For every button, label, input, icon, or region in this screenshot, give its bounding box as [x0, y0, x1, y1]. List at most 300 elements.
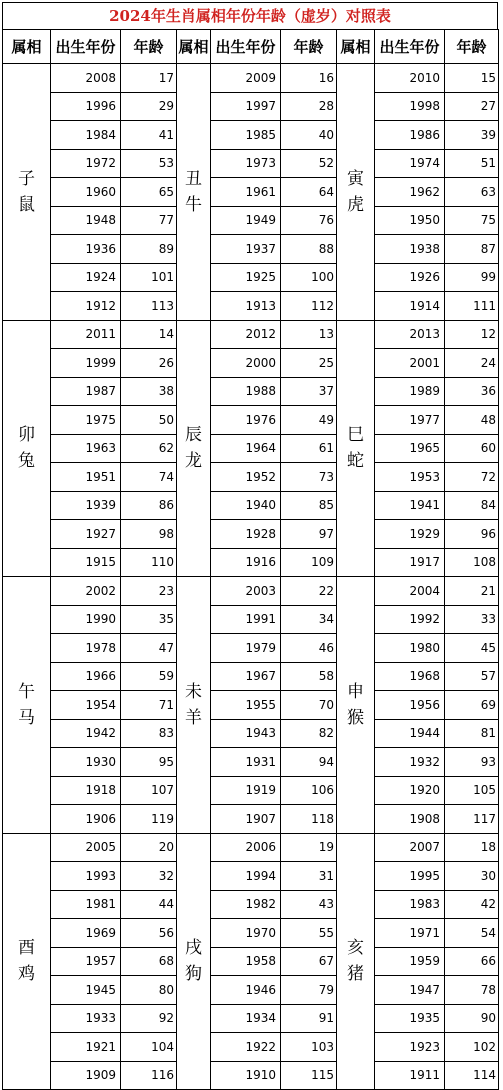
age-cell: 75	[445, 206, 499, 235]
table-row	[3, 1033, 499, 1062]
zodiac-character: 鼠	[18, 194, 35, 215]
age-cell: 19	[281, 833, 337, 862]
birth-year-cell: 1966	[51, 662, 121, 691]
age-cell: 67	[281, 947, 337, 976]
table-row	[3, 947, 499, 976]
birth-year-cell: 2010	[375, 64, 445, 93]
table-row	[3, 833, 499, 862]
table-row	[3, 64, 499, 93]
birth-year-cell: 1965	[375, 434, 445, 463]
birth-year-cell: 1908	[375, 805, 445, 834]
age-cell: 116	[121, 1061, 177, 1090]
age-cell: 113	[121, 292, 177, 321]
birth-year-cell: 1953	[375, 463, 445, 492]
age-cell: 72	[445, 463, 499, 492]
birth-year-cell: 1913	[211, 292, 281, 321]
birth-year-cell: 1961	[211, 178, 281, 207]
table-row	[3, 92, 499, 121]
age-cell: 87	[445, 235, 499, 264]
birth-year-cell: 1975	[51, 406, 121, 435]
birth-year-cell: 1925	[211, 263, 281, 292]
age-cell: 39	[445, 121, 499, 150]
birth-year-cell: 1973	[211, 149, 281, 178]
age-cell: 20	[121, 833, 177, 862]
age-cell: 73	[281, 463, 337, 492]
age-cell: 13	[281, 320, 337, 349]
age-cell: 55	[281, 919, 337, 948]
table-row	[3, 434, 499, 463]
table-row	[3, 178, 499, 207]
age-cell: 29	[121, 92, 177, 121]
birth-year-cell: 2009	[211, 64, 281, 93]
table-row	[3, 491, 499, 520]
zodiac-cell	[177, 320, 211, 577]
birth-year-cell: 1930	[51, 748, 121, 777]
age-cell: 23	[121, 577, 177, 606]
age-cell: 106	[281, 776, 337, 805]
age-cell: 112	[281, 292, 337, 321]
age-cell: 25	[281, 349, 337, 378]
table-row	[3, 263, 499, 292]
birth-year-cell: 1924	[51, 263, 121, 292]
zodiac-cell	[177, 64, 211, 321]
age-cell: 118	[281, 805, 337, 834]
birth-year-cell: 1999	[51, 349, 121, 378]
birth-year-cell: 1948	[51, 206, 121, 235]
table-row	[3, 776, 499, 805]
age-cell: 76	[281, 206, 337, 235]
age-cell: 33	[445, 605, 499, 634]
page-title: 2024年生肖属相年份年龄（虚岁）对照表	[2, 2, 498, 29]
birth-year-cell: 1932	[375, 748, 445, 777]
zodiac-cell	[177, 833, 211, 1090]
birth-year-cell: 1985	[211, 121, 281, 150]
table-row	[3, 1061, 499, 1090]
table-row	[3, 520, 499, 549]
age-cell: 26	[121, 349, 177, 378]
table-row	[3, 1004, 499, 1033]
birth-year-cell: 2002	[51, 577, 121, 606]
table-row	[3, 890, 499, 919]
birth-year-cell: 1949	[211, 206, 281, 235]
birth-year-cell: 1907	[211, 805, 281, 834]
birth-year-cell: 1935	[375, 1004, 445, 1033]
zodiac-character: 羊	[185, 707, 202, 728]
birth-year-cell: 1946	[211, 976, 281, 1005]
age-cell: 17	[121, 64, 177, 93]
birth-year-cell: 1941	[375, 491, 445, 520]
age-cell: 31	[281, 862, 337, 891]
age-cell: 89	[121, 235, 177, 264]
birth-year-cell: 1954	[51, 691, 121, 720]
age-cell: 42	[445, 890, 499, 919]
birth-year-cell: 1956	[375, 691, 445, 720]
birth-year-cell: 1914	[375, 292, 445, 321]
age-cell: 107	[121, 776, 177, 805]
age-cell: 63	[445, 178, 499, 207]
zodiac-character: 申	[347, 681, 364, 702]
age-cell: 83	[121, 719, 177, 748]
birth-year-cell: 1959	[375, 947, 445, 976]
zodiac-character: 牛	[185, 194, 202, 215]
header-birth-year: 出生年份	[51, 30, 121, 64]
header-zodiac: 属相	[177, 30, 211, 64]
zodiac-age-table	[2, 29, 499, 1090]
age-cell: 66	[445, 947, 499, 976]
age-cell: 96	[445, 520, 499, 549]
table-row	[3, 919, 499, 948]
table-row	[3, 406, 499, 435]
age-cell: 44	[121, 890, 177, 919]
birth-year-cell: 1920	[375, 776, 445, 805]
zodiac-cell	[337, 320, 375, 577]
birth-year-cell: 1982	[211, 890, 281, 919]
age-cell: 15	[445, 64, 499, 93]
age-cell: 95	[121, 748, 177, 777]
age-cell: 84	[445, 491, 499, 520]
age-cell: 102	[445, 1033, 499, 1062]
birth-year-cell: 1915	[51, 548, 121, 577]
birth-year-cell: 2013	[375, 320, 445, 349]
birth-year-cell: 2005	[51, 833, 121, 862]
table-row	[3, 862, 499, 891]
age-cell: 119	[121, 805, 177, 834]
age-cell: 71	[121, 691, 177, 720]
age-cell: 24	[445, 349, 499, 378]
birth-year-cell: 1977	[375, 406, 445, 435]
age-cell: 60	[445, 434, 499, 463]
age-cell: 115	[281, 1061, 337, 1090]
age-cell: 16	[281, 64, 337, 93]
birth-year-cell: 1931	[211, 748, 281, 777]
zodiac-character: 狗	[185, 964, 202, 985]
table-row	[3, 349, 499, 378]
birth-year-cell: 1958	[211, 947, 281, 976]
birth-year-cell: 1964	[211, 434, 281, 463]
birth-year-cell: 1952	[211, 463, 281, 492]
birth-year-cell: 1987	[51, 377, 121, 406]
header-age: 年龄	[121, 30, 177, 64]
age-cell: 70	[281, 691, 337, 720]
zodiac-character: 猴	[347, 707, 364, 728]
age-cell: 79	[281, 976, 337, 1005]
birth-year-cell: 2012	[211, 320, 281, 349]
birth-year-cell: 1910	[211, 1061, 281, 1090]
birth-year-cell: 1922	[211, 1033, 281, 1062]
age-cell: 77	[121, 206, 177, 235]
zodiac-character: 酉	[18, 938, 35, 959]
table-row	[3, 748, 499, 777]
age-cell: 57	[445, 662, 499, 691]
age-cell: 48	[445, 406, 499, 435]
birth-year-cell: 1991	[211, 605, 281, 634]
age-cell: 74	[121, 463, 177, 492]
birth-year-cell: 1971	[375, 919, 445, 948]
birth-year-cell: 1996	[51, 92, 121, 121]
age-cell: 56	[121, 919, 177, 948]
birth-year-cell: 1950	[375, 206, 445, 235]
age-cell: 35	[121, 605, 177, 634]
header-age: 年龄	[281, 30, 337, 64]
age-cell: 53	[121, 149, 177, 178]
zodiac-character: 猪	[347, 964, 364, 985]
birth-year-cell: 2008	[51, 64, 121, 93]
zodiac-cell	[177, 577, 211, 834]
age-cell: 36	[445, 377, 499, 406]
age-cell: 40	[281, 121, 337, 150]
age-cell: 30	[445, 862, 499, 891]
age-cell: 111	[445, 292, 499, 321]
age-cell: 88	[281, 235, 337, 264]
age-cell: 82	[281, 719, 337, 748]
birth-year-cell: 2007	[375, 833, 445, 862]
birth-year-cell: 1962	[375, 178, 445, 207]
age-cell: 62	[121, 434, 177, 463]
age-cell: 59	[121, 662, 177, 691]
age-cell: 86	[121, 491, 177, 520]
age-cell: 27	[445, 92, 499, 121]
zodiac-cell	[3, 64, 51, 321]
birth-year-cell: 1919	[211, 776, 281, 805]
age-cell: 21	[445, 577, 499, 606]
birth-year-cell: 1942	[51, 719, 121, 748]
age-cell: 46	[281, 634, 337, 663]
birth-year-cell: 1928	[211, 520, 281, 549]
birth-year-cell: 1911	[375, 1061, 445, 1090]
age-cell: 47	[121, 634, 177, 663]
birth-year-cell: 1976	[211, 406, 281, 435]
birth-year-cell: 1988	[211, 377, 281, 406]
age-cell: 65	[121, 178, 177, 207]
birth-year-cell: 1909	[51, 1061, 121, 1090]
birth-year-cell: 1929	[375, 520, 445, 549]
birth-year-cell: 2001	[375, 349, 445, 378]
zodiac-character: 丑	[185, 168, 202, 189]
birth-year-cell: 1986	[375, 121, 445, 150]
table-row	[3, 577, 499, 606]
age-cell: 93	[445, 748, 499, 777]
age-cell: 101	[121, 263, 177, 292]
birth-year-cell: 1968	[375, 662, 445, 691]
birth-year-cell: 1984	[51, 121, 121, 150]
zodiac-cell	[337, 833, 375, 1090]
birth-year-cell: 1916	[211, 548, 281, 577]
table-row	[3, 662, 499, 691]
age-cell: 97	[281, 520, 337, 549]
birth-year-cell: 1994	[211, 862, 281, 891]
zodiac-character: 马	[18, 707, 35, 728]
birth-year-cell: 1963	[51, 434, 121, 463]
age-cell: 85	[281, 491, 337, 520]
table-row	[3, 320, 499, 349]
zodiac-cell	[3, 833, 51, 1090]
header-age: 年龄	[445, 30, 499, 64]
age-cell: 41	[121, 121, 177, 150]
age-cell: 51	[445, 149, 499, 178]
zodiac-cell	[337, 64, 375, 321]
age-cell: 22	[281, 577, 337, 606]
zodiac-character: 兔	[18, 451, 35, 472]
birth-year-cell: 1936	[51, 235, 121, 264]
birth-year-cell: 1917	[375, 548, 445, 577]
age-cell: 104	[121, 1033, 177, 1062]
birth-year-cell: 1997	[211, 92, 281, 121]
table-row	[3, 377, 499, 406]
table-row	[3, 206, 499, 235]
zodiac-cell	[337, 577, 375, 834]
table-row	[3, 121, 499, 150]
birth-year-cell: 2003	[211, 577, 281, 606]
age-cell: 32	[121, 862, 177, 891]
age-cell: 92	[121, 1004, 177, 1033]
table-row	[3, 292, 499, 321]
zodiac-character: 亥	[347, 938, 364, 959]
zodiac-character: 子	[18, 168, 35, 189]
zodiac-cell	[3, 320, 51, 577]
age-cell: 28	[281, 92, 337, 121]
birth-year-cell: 1998	[375, 92, 445, 121]
age-cell: 54	[445, 919, 499, 948]
birth-year-cell: 1972	[51, 149, 121, 178]
birth-year-cell: 1927	[51, 520, 121, 549]
birth-year-cell: 1940	[211, 491, 281, 520]
table-row	[3, 605, 499, 634]
age-cell: 78	[445, 976, 499, 1005]
birth-year-cell: 1995	[375, 862, 445, 891]
table-row	[3, 548, 499, 577]
zodiac-character: 寅	[347, 168, 364, 189]
birth-year-cell: 1957	[51, 947, 121, 976]
age-cell: 68	[121, 947, 177, 976]
birth-year-cell: 1983	[375, 890, 445, 919]
header-row	[3, 30, 499, 64]
age-cell: 98	[121, 520, 177, 549]
birth-year-cell: 1970	[211, 919, 281, 948]
birth-year-cell: 1969	[51, 919, 121, 948]
birth-year-cell: 1951	[51, 463, 121, 492]
age-cell: 50	[121, 406, 177, 435]
age-cell: 58	[281, 662, 337, 691]
zodiac-character: 未	[185, 681, 202, 702]
age-cell: 105	[445, 776, 499, 805]
age-cell: 114	[445, 1061, 499, 1090]
table-row	[3, 691, 499, 720]
birth-year-cell: 1912	[51, 292, 121, 321]
zodiac-cell	[3, 577, 51, 834]
table-row	[3, 719, 499, 748]
header-zodiac: 属相	[3, 30, 51, 64]
age-cell: 91	[281, 1004, 337, 1033]
birth-year-cell: 1943	[211, 719, 281, 748]
age-cell: 103	[281, 1033, 337, 1062]
birth-year-cell: 1923	[375, 1033, 445, 1062]
birth-year-cell: 1980	[375, 634, 445, 663]
age-cell: 108	[445, 548, 499, 577]
zodiac-character: 戌	[185, 938, 202, 959]
age-cell: 34	[281, 605, 337, 634]
birth-year-cell: 1938	[375, 235, 445, 264]
birth-year-cell: 1944	[375, 719, 445, 748]
birth-year-cell: 1939	[51, 491, 121, 520]
birth-year-cell: 1990	[51, 605, 121, 634]
age-cell: 90	[445, 1004, 499, 1033]
birth-year-cell: 2000	[211, 349, 281, 378]
age-cell: 99	[445, 263, 499, 292]
zodiac-character: 虎	[347, 194, 364, 215]
header-birth-year: 出生年份	[211, 30, 281, 64]
age-cell: 110	[121, 548, 177, 577]
table-row	[3, 149, 499, 178]
age-cell: 117	[445, 805, 499, 834]
age-cell: 37	[281, 377, 337, 406]
birth-year-cell: 1926	[375, 263, 445, 292]
birth-year-cell: 1974	[375, 149, 445, 178]
zodiac-character: 龙	[185, 451, 202, 472]
age-cell: 12	[445, 320, 499, 349]
table-row	[3, 235, 499, 264]
header-zodiac: 属相	[337, 30, 375, 64]
age-cell: 100	[281, 263, 337, 292]
birth-year-cell: 1978	[51, 634, 121, 663]
age-cell: 18	[445, 833, 499, 862]
age-cell: 61	[281, 434, 337, 463]
table-body	[3, 64, 499, 1090]
birth-year-cell: 1955	[211, 691, 281, 720]
age-cell: 45	[445, 634, 499, 663]
age-cell: 64	[281, 178, 337, 207]
birth-year-cell: 1947	[375, 976, 445, 1005]
table-row	[3, 805, 499, 834]
table-row	[3, 976, 499, 1005]
age-cell: 69	[445, 691, 499, 720]
birth-year-cell: 1967	[211, 662, 281, 691]
table-row	[3, 463, 499, 492]
birth-year-cell: 1960	[51, 178, 121, 207]
birth-year-cell: 1945	[51, 976, 121, 1005]
zodiac-character: 巳	[347, 425, 364, 446]
age-cell: 52	[281, 149, 337, 178]
age-cell: 38	[121, 377, 177, 406]
birth-year-cell: 1934	[211, 1004, 281, 1033]
age-cell: 43	[281, 890, 337, 919]
birth-year-cell: 1937	[211, 235, 281, 264]
birth-year-cell: 1933	[51, 1004, 121, 1033]
table-row	[3, 634, 499, 663]
zodiac-character: 鸡	[18, 964, 35, 985]
zodiac-character: 蛇	[347, 451, 364, 472]
age-cell: 14	[121, 320, 177, 349]
birth-year-cell: 1918	[51, 776, 121, 805]
birth-year-cell: 1989	[375, 377, 445, 406]
zodiac-character: 卯	[18, 425, 35, 446]
header-birth-year: 出生年份	[375, 30, 445, 64]
birth-year-cell: 1981	[51, 890, 121, 919]
birth-year-cell: 1979	[211, 634, 281, 663]
age-cell: 81	[445, 719, 499, 748]
age-cell: 94	[281, 748, 337, 777]
birth-year-cell: 1906	[51, 805, 121, 834]
birth-year-cell: 2004	[375, 577, 445, 606]
age-cell: 49	[281, 406, 337, 435]
birth-year-cell: 2006	[211, 833, 281, 862]
age-cell: 109	[281, 548, 337, 577]
zodiac-character: 辰	[185, 425, 202, 446]
birth-year-cell: 1921	[51, 1033, 121, 1062]
birth-year-cell: 1992	[375, 605, 445, 634]
zodiac-character: 午	[18, 681, 35, 702]
age-cell: 80	[121, 976, 177, 1005]
birth-year-cell: 1993	[51, 862, 121, 891]
